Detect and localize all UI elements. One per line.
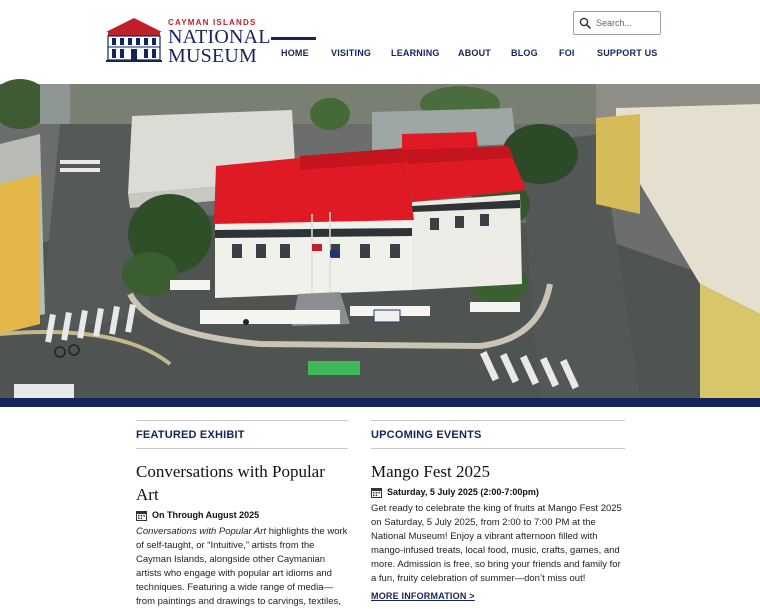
section-divider	[136, 420, 348, 421]
exhibit-title[interactable]: Conversations with Popular Art	[136, 462, 325, 504]
more-information-link[interactable]: MORE INFORMATION >	[371, 591, 475, 601]
exhibit-description	[136, 525, 348, 609]
search-box	[573, 11, 661, 35]
event-date-row	[371, 485, 625, 499]
nav-support-us[interactable]: SUPPORT US	[597, 48, 658, 58]
exhibit-date: On Through August 2025	[152, 510, 260, 520]
site-header	[0, 0, 760, 84]
logo-wordmark-line2: MUSEUM	[168, 45, 257, 67]
section-divider	[371, 420, 625, 421]
upcoming-events-section	[371, 420, 625, 604]
nav-learning[interactable]: LEARNING	[391, 48, 440, 58]
nav-active-indicator	[271, 37, 316, 40]
section-divider	[371, 448, 625, 449]
logo-wordmark-line1: NATIONAL	[168, 26, 271, 48]
exhibit-date-row	[136, 508, 348, 522]
calendar-icon	[371, 487, 382, 498]
exhibit-description-title: Conversations with Popular Art	[136, 526, 267, 537]
nav-home[interactable]: HOME	[281, 48, 309, 58]
nav-blog[interactable]: BLOG	[511, 48, 538, 58]
search-icon[interactable]	[579, 17, 591, 29]
exhibit-description-text: highlights the work of self-taught, or “Intuitive,” artists from the Cayman Islands, alongside other Caymanian artists who engage with popular art idioms and techniques. Featuring a wide range of media—from paintings and drawings to carvings, textiles,	[136, 526, 348, 607]
aerial-museum-illustration	[0, 84, 760, 398]
upcoming-events-heading: UPCOMING EVENTS	[371, 429, 482, 441]
event-description: Get ready to celebrate the king of fruits at Mango Fest 2025 on Saturday, 5 July 2025, from 2:00 to 7:00 PM at the National Museum! Enjoy a vibrant afternoon filled with mango-infused treats, local food, music, crafts, games, and more. Admission is free, so bring your friends and family for a fun, fruity celebration of summer—don’t miss out!	[371, 503, 622, 584]
hero-image	[0, 84, 760, 398]
featured-exhibit-heading: FEATURED EXHIBIT	[136, 429, 245, 441]
museum-building-icon	[104, 16, 164, 62]
event-title[interactable]: Mango Fest 2025	[371, 462, 490, 481]
calendar-icon	[136, 510, 147, 521]
event-date: Saturday, 5 July 2025 (2:00-7:00pm)	[387, 487, 539, 497]
nav-foi[interactable]: FOI	[559, 48, 575, 58]
museum-logo[interactable]	[104, 14, 271, 67]
hero-bottom-band	[0, 398, 760, 407]
search-input[interactable]	[596, 14, 658, 32]
logo-tagline: CAYMAN ISLANDS	[168, 18, 257, 27]
featured-exhibit-section	[136, 420, 348, 609]
nav-visiting[interactable]: VISITING	[331, 48, 372, 58]
nav-about[interactable]: ABOUT	[458, 48, 491, 58]
section-divider	[136, 448, 348, 449]
